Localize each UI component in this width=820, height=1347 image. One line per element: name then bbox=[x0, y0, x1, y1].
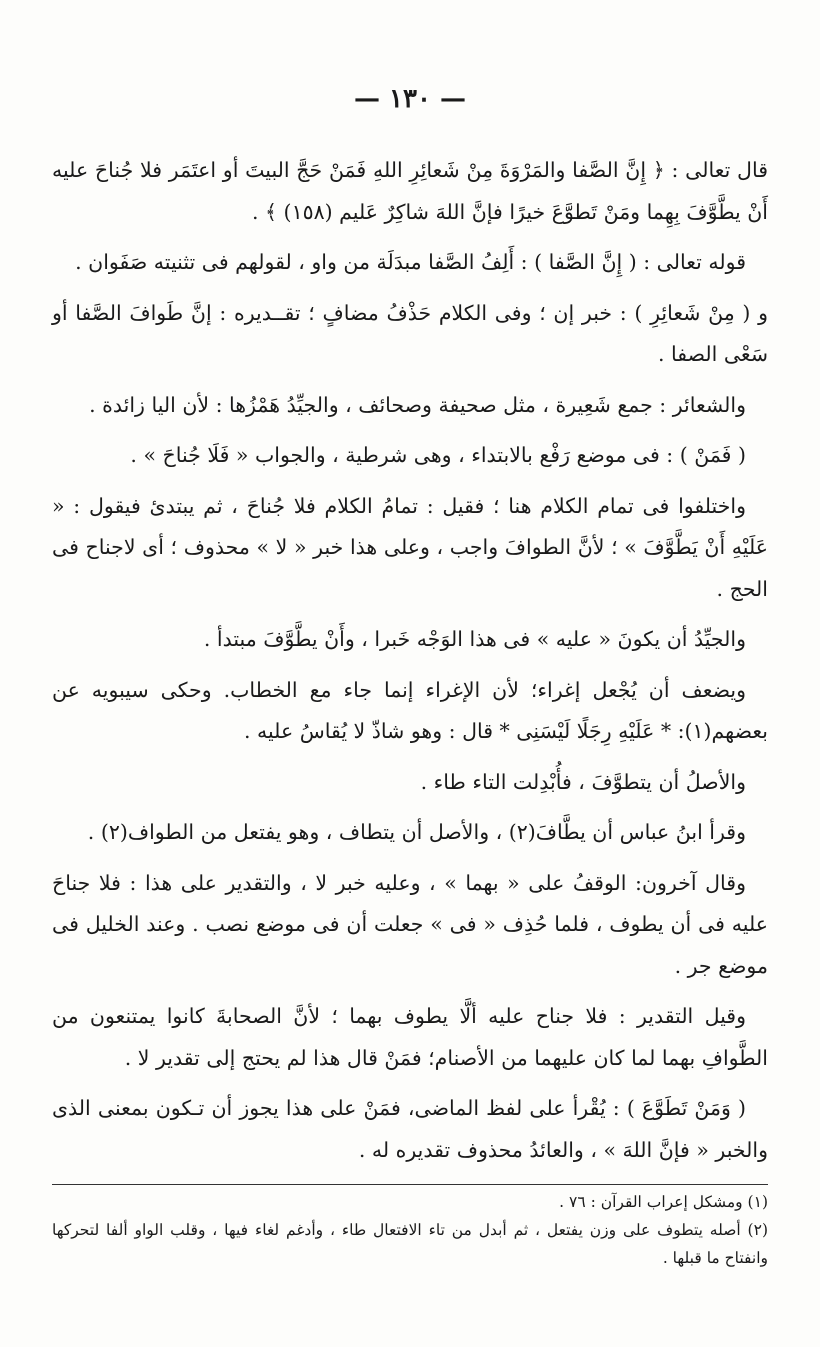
paragraph: وقيل التقدير : فلا جناح عليه ألَّا يطوف بهما ؛ لأنَّ الصحابةَ كانوا يمتنعون من الطَّوافِ بهما لما كان عليهما من الأصنام؛ فمَنْ قال هذا لم يحتج إلى تقدير لا . bbox=[52, 1004, 768, 1070]
main-text bbox=[52, 150, 768, 1180]
paragraph: والشعائر : جمع شَعِيرة ، مثل صحيفة وصحائف ، والجيِّدُ هَمْزُها : لأن اليا زائدة . bbox=[89, 392, 746, 417]
paragraph: وقال آخرون: الوقفُ على « بهما » ، وعليه خبر لا ، والتقدير على هذا : فلا جناحَ عليه فى أن يطوف ، فلما حُذِف « فى » جعلت أن فى موضع نصب . وعند الخليل فى موضع جر . bbox=[52, 870, 768, 978]
paragraph: ويضعف أن يُجْعل إغراء؛ لأن الإغراء إنما جاء مع الخطاب. وحكى سيبويه عن بعضهم(١): * عَلَيْهِ رِجَلًا لَيْسَنِى * قال : وهو شاذّ لا يُقاسُ عليه . bbox=[52, 677, 768, 743]
footnote: (٢) أصله يتطوف على وزن يفتعل ، ثم أبدل من تاء الافتعال طاء ، وأدغم لغاء فيها ، وقلب الواو ألفا لتحركها وانفتاح ما قبلها . bbox=[52, 1221, 768, 1267]
footnote: (١) ومشكل إعراب القرآن : ٧٦ . bbox=[559, 1193, 768, 1211]
page-number: — ١٣٠ — bbox=[353, 84, 467, 114]
footnote-divider bbox=[52, 1184, 768, 1185]
paragraph: وقرأ ابنُ عباس أن يطَّافَ(٢) ، والأصل أن يتطاف ، وهو يفتعل من الطواف(٢) . bbox=[87, 820, 746, 844]
paragraph: والأصلُ أن يتطوَّفَ ، فأُبْدِلت التاء طاء . bbox=[420, 769, 746, 794]
paragraph: و ( مِنْ شَعائِرِ ) : خبر إن ؛ وفى الكلام حَذْفُ مضافٍ ؛ تقــديره : إنَّ طَوافَ الصَّفا أو سَعْى الصفا . bbox=[52, 300, 768, 366]
paragraph: والجيِّدُ أن يكونَ « عليه » فى هذا الوَجْه خَبرا ، وأَنْ يطَّوَّفَ مبتدأ . bbox=[203, 627, 746, 651]
footnotes bbox=[52, 1188, 768, 1272]
paragraph: ( وَمَنْ تَطَوَّعَ ) : يُقْرأ على لفظ الماضى، فمَنْ على هذا يجوز أن تـكون بمعنى الذى والخبر « فإنَّ اللهَ » ، والعائدُ محذوف تقديره له . bbox=[52, 1096, 768, 1162]
paragraph: ( فَمَنْ ) : فى موضع رَفْع بالابتداء ، وهى شرطية ، والجواب « فَلَا جُناحَ » . bbox=[130, 443, 746, 467]
paragraph: واختلفوا فى تمام الكلام هنا ؛ فقيل : تمامُ الكلام فلا جُناحَ ، ثم يبتدئ فيقول : « عَلَيْهِ أَنْ يَطَّوَّفَ » ؛ لأنَّ الطوافَ واجب ، وعلى هذا خبر « لا » محذوف ؛ أى لاجناح فى الحج . bbox=[52, 493, 768, 601]
paragraph-verse: قال تعالى : ﴿ إِنَّ الصَّفا والمَرْوَةَ مِنْ شَعائِرِ اللهِ فَمَنْ حَجَّ البيتَ أو اعتَمَر فلا جُناحَ عليه أَنْ يطَّوَّفَ بِهِما ومَنْ تَطوَّعَ خيرًا فإنَّ اللهَ شاكِرٌ عَليم (١٥٨) ﴾ . bbox=[52, 158, 768, 224]
paragraph: قوله تعالى : ( إِنَّ الصَّفا ) : أَلِفُ الصَّفا مبدَلَة من واو ، لقولهم فى تثنيته صَفَوان . bbox=[75, 250, 746, 274]
